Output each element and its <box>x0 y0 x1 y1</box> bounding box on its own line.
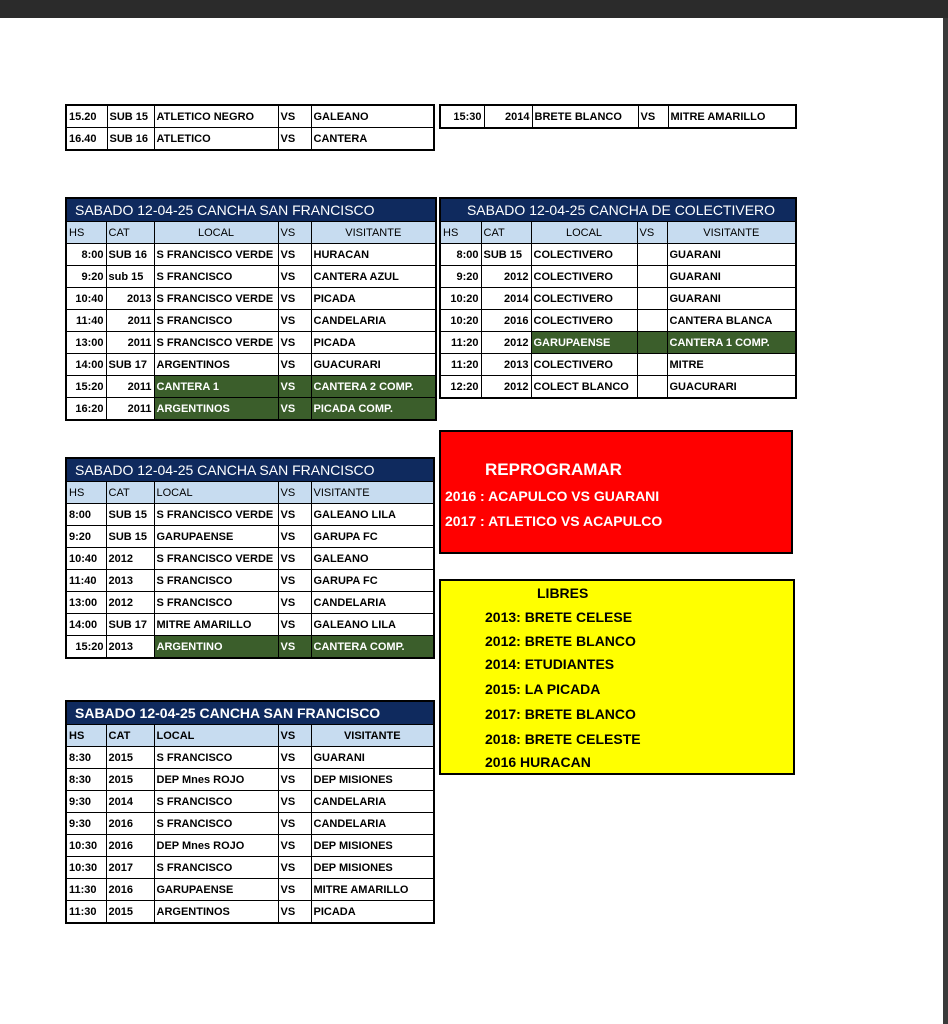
cell-time: 10:40 <box>66 288 106 310</box>
cell-time: 15:20 <box>66 636 106 659</box>
cell-local: S FRANCISCO <box>154 857 278 879</box>
header-cat: CAT <box>106 725 154 747</box>
cell-category: 2012 <box>106 548 154 570</box>
table-row <box>66 592 434 614</box>
header-cat: CAT <box>106 222 154 244</box>
cell-visitor: GALEANO <box>311 105 434 128</box>
table-row <box>66 769 434 791</box>
cell-time: 15.20 <box>66 105 107 128</box>
table-row <box>66 266 436 288</box>
cell-time: 9:20 <box>66 526 106 548</box>
cell-vs: VS <box>278 526 311 548</box>
cell-category: SUB 17 <box>106 354 154 376</box>
cell-vs <box>637 244 667 266</box>
cell-visitor: GALEANO LILA <box>311 504 434 526</box>
cell-category: SUB 17 <box>106 614 154 636</box>
cell-visitor: GUACURARI <box>311 354 436 376</box>
cell-visitor: MITRE AMARILLO <box>668 105 796 128</box>
cell-category: 2013 <box>106 288 154 310</box>
cell-vs: VS <box>278 570 311 592</box>
cell-local: S FRANCISCO VERDE <box>154 332 278 354</box>
header-vs: VS <box>637 222 667 244</box>
header-local: LOCAL <box>531 222 637 244</box>
cell-category: 2015 <box>106 747 154 769</box>
cell-vs: VS <box>278 288 311 310</box>
cell-vs <box>637 376 667 399</box>
libres-line: 2016 HURACAN <box>485 754 591 770</box>
cell-visitor: GALEANO <box>311 548 434 570</box>
libres-line: 2014: ETUDIANTES <box>485 656 615 672</box>
cell-vs: VS <box>278 105 311 128</box>
cell-local: S FRANCISCO <box>154 791 278 813</box>
cell-vs <box>637 332 667 354</box>
cell-local: COLECTIVERO <box>531 244 637 266</box>
cell-category: 2014 <box>484 105 532 128</box>
cell-vs: VS <box>638 105 668 128</box>
header-hs: HS <box>440 222 481 244</box>
viewer-toolbar <box>0 0 948 18</box>
cell-vs <box>637 310 667 332</box>
cell-category: 2016 <box>481 310 531 332</box>
cell-visitor: DEP MISIONES <box>311 857 434 879</box>
cell-local: GARUPAENSE <box>531 332 637 354</box>
table-row-highlighted <box>66 376 436 398</box>
cell-category: 2016 <box>106 813 154 835</box>
cell-time: 14:00 <box>66 354 106 376</box>
cell-category: 2012 <box>481 266 531 288</box>
cell-visitor: DEP MISIONES <box>311 835 434 857</box>
cell-category: SUB 16 <box>106 244 154 266</box>
cell-visitor: CANTERA <box>311 128 434 151</box>
header-local: LOCAL <box>154 482 278 504</box>
libres-line: 2015: LA PICADA <box>485 681 601 697</box>
page-right-edge <box>943 18 948 1024</box>
table-header-row <box>66 222 436 244</box>
header-vs: VS <box>278 725 311 747</box>
table-title: SABADO 12-04-25 CANCHA SAN FRANCISCO <box>66 198 436 222</box>
cell-category: sub 15 <box>106 266 154 288</box>
top-left-matches-table <box>65 104 435 151</box>
schedule-table-san-francisco-3 <box>65 700 435 924</box>
cell-local: S FRANCISCO <box>154 570 278 592</box>
table-row <box>440 310 796 332</box>
cell-visitor: CANDELARIA <box>311 310 436 332</box>
header-hs: HS <box>66 222 106 244</box>
cell-vs: VS <box>278 835 311 857</box>
table-row-highlighted <box>440 332 796 354</box>
cell-category: 2013 <box>481 354 531 376</box>
cell-visitor: CANTERA COMP. <box>311 636 434 659</box>
cell-local: DEP Mnes ROJO <box>154 769 278 791</box>
cell-category: 2011 <box>106 376 154 398</box>
cell-local: S FRANCISCO <box>154 747 278 769</box>
libres-title: LIBRES <box>537 585 589 601</box>
cell-category: 2011 <box>106 332 154 354</box>
table-row <box>66 504 434 526</box>
cell-time: 8:00 <box>440 244 481 266</box>
table-header-row <box>440 222 796 244</box>
cell-visitor: CANTERA AZUL <box>311 266 436 288</box>
cell-vs: VS <box>278 747 311 769</box>
table-row <box>66 354 436 376</box>
header-hs: HS <box>66 725 106 747</box>
cell-local: ATLETICO <box>154 128 278 151</box>
cell-category: 2014 <box>481 288 531 310</box>
cell-category: 2012 <box>481 376 531 399</box>
table-row <box>66 288 436 310</box>
cell-category: SUB 15 <box>481 244 531 266</box>
cell-visitor: GARUPA FC <box>311 526 434 548</box>
libres-line: 2013: BRETE CELESE <box>485 609 633 625</box>
header-visitante: VISITANTE <box>311 482 434 504</box>
cell-time: 8:30 <box>66 769 106 791</box>
cell-category: 2015 <box>106 901 154 924</box>
cell-local: DEP Mnes ROJO <box>154 835 278 857</box>
cell-visitor: PICADA COMP. <box>311 398 436 421</box>
cell-time: 11:40 <box>66 310 106 332</box>
cell-local: ARGENTINOS <box>154 398 278 421</box>
table-row <box>66 813 434 835</box>
cell-vs: VS <box>278 332 311 354</box>
table-row <box>66 879 434 901</box>
table-row <box>66 747 434 769</box>
cell-time: 11:30 <box>66 879 106 901</box>
cell-visitor: GALEANO LILA <box>311 614 434 636</box>
cell-visitor: CANTERA 1 COMP. <box>667 332 796 354</box>
cell-time: 9:20 <box>440 266 481 288</box>
cell-time: 15:20 <box>66 376 106 398</box>
libres-line: 2012: BRETE BLANCO <box>485 633 636 649</box>
cell-time: 9:30 <box>66 791 106 813</box>
cell-local: GARUPAENSE <box>154 526 278 548</box>
cell-visitor: GUARANI <box>667 288 796 310</box>
schedule-table-san-francisco-1 <box>65 197 437 421</box>
cell-time: 11:40 <box>66 570 106 592</box>
table-title: SABADO 12-04-25 CANCHA DE COLECTIVERO <box>440 198 796 222</box>
cell-vs: VS <box>278 857 311 879</box>
cell-local: MITRE AMARILLO <box>154 614 278 636</box>
cell-category: SUB 15 <box>107 105 154 128</box>
cell-local: S FRANCISCO VERDE <box>154 244 278 266</box>
table-row <box>66 105 434 128</box>
cell-vs: VS <box>278 310 311 332</box>
cell-vs: VS <box>278 813 311 835</box>
cell-vs: VS <box>278 398 311 421</box>
cell-visitor: MITRE AMARILLO <box>311 879 434 901</box>
cell-vs: VS <box>278 376 311 398</box>
cell-visitor: MITRE <box>667 354 796 376</box>
header-visitante: VISITANTE <box>311 725 434 747</box>
cell-category: 2012 <box>106 592 154 614</box>
cell-category: 2013 <box>106 636 154 659</box>
header-local: LOCAL <box>154 222 278 244</box>
cell-category: 2014 <box>106 791 154 813</box>
table-row <box>66 791 434 813</box>
cell-time: 8:00 <box>66 504 106 526</box>
table-row-highlighted <box>66 636 434 659</box>
cell-time: 16.40 <box>66 128 107 151</box>
cell-category: 2016 <box>106 879 154 901</box>
cell-visitor: HURACAN <box>311 244 436 266</box>
cell-visitor: DEP MISIONES <box>311 769 434 791</box>
table-row <box>66 614 434 636</box>
cell-local: COLECTIVERO <box>531 354 637 376</box>
cell-visitor: PICADA <box>311 288 436 310</box>
cell-time: 9:20 <box>66 266 106 288</box>
header-vs: VS <box>278 222 311 244</box>
cell-visitor: GUARANI <box>667 266 796 288</box>
table-row <box>66 548 434 570</box>
reprogramar-line: 2017 : ATLETICO VS ACAPULCO <box>445 513 663 529</box>
cell-local: GARUPAENSE <box>154 879 278 901</box>
cell-local: ARGENTINO <box>154 636 278 659</box>
cell-time: 11:30 <box>66 901 106 924</box>
table-header-row <box>66 725 434 747</box>
cell-time: 16:20 <box>66 398 106 421</box>
cell-visitor: GARUPA FC <box>311 570 434 592</box>
cell-category: SUB 16 <box>107 128 154 151</box>
cell-local: COLECT BLANCO <box>531 376 637 399</box>
cell-local: COLECTIVERO <box>531 266 637 288</box>
reprogramar-box <box>439 430 793 554</box>
header-visitante: VISITANTE <box>311 222 436 244</box>
cell-vs: VS <box>278 879 311 901</box>
cell-local: COLECTIVERO <box>531 288 637 310</box>
header-vs: VS <box>278 482 311 504</box>
cell-local: ARGENTINOS <box>154 901 278 924</box>
cell-local: S FRANCISCO <box>154 266 278 288</box>
table-row <box>66 526 434 548</box>
table-row <box>440 105 796 128</box>
cell-vs: VS <box>278 244 311 266</box>
cell-category: 2017 <box>106 857 154 879</box>
cell-time: 10:20 <box>440 288 481 310</box>
table-row <box>66 310 436 332</box>
cell-time: 13:00 <box>66 592 106 614</box>
cell-vs <box>637 288 667 310</box>
cell-vs: VS <box>278 592 311 614</box>
cell-time: 10:30 <box>66 835 106 857</box>
cell-vs: VS <box>278 504 311 526</box>
cell-vs: VS <box>278 769 311 791</box>
cell-category: 2015 <box>106 769 154 791</box>
table-row <box>440 354 796 376</box>
reprogramar-title: REPROGRAMAR <box>485 460 622 479</box>
cell-visitor: PICADA <box>311 901 434 924</box>
libres-box <box>439 579 795 775</box>
cell-vs: VS <box>278 548 311 570</box>
cell-local: ARGENTINOS <box>154 354 278 376</box>
table-row <box>440 288 796 310</box>
cell-visitor: PICADA <box>311 332 436 354</box>
table-row <box>440 376 796 399</box>
cell-category: 2012 <box>481 332 531 354</box>
cell-time: 11:20 <box>440 354 481 376</box>
table-title: SABADO 12-04-25 CANCHA SAN FRANCISCO <box>66 458 434 482</box>
cell-local: ATLETICO NEGRO <box>154 105 278 128</box>
table-row <box>440 266 796 288</box>
cell-time: 9:30 <box>66 813 106 835</box>
cell-category: 2016 <box>106 835 154 857</box>
cell-category: 2013 <box>106 570 154 592</box>
table-title: SABADO 12-04-25 CANCHA SAN FRANCISCO <box>66 701 434 725</box>
table-header-row <box>66 482 434 504</box>
cell-time: 8:30 <box>66 747 106 769</box>
table-row <box>66 332 436 354</box>
cell-visitor: CANTERA BLANCA <box>667 310 796 332</box>
top-right-matches-table <box>439 104 797 129</box>
cell-category: 2011 <box>106 398 154 421</box>
table-row <box>66 901 434 924</box>
cell-time: 15:30 <box>440 105 484 128</box>
cell-time: 10:20 <box>440 310 481 332</box>
cell-vs: VS <box>278 354 311 376</box>
table-row <box>440 244 796 266</box>
cell-local: COLECTIVERO <box>531 310 637 332</box>
cell-time: 10:40 <box>66 548 106 570</box>
cell-vs: VS <box>278 128 311 151</box>
table-row <box>66 835 434 857</box>
cell-visitor: CANDELARIA <box>311 813 434 835</box>
cell-category: SUB 15 <box>106 526 154 548</box>
cell-local: S FRANCISCO VERDE <box>154 548 278 570</box>
cell-visitor: GUARANI <box>667 244 796 266</box>
cell-visitor: GUACURARI <box>667 376 796 399</box>
cell-category: 2011 <box>106 310 154 332</box>
cell-vs: VS <box>278 636 311 659</box>
cell-time: 8:00 <box>66 244 106 266</box>
cell-vs: VS <box>278 266 311 288</box>
cell-vs <box>637 266 667 288</box>
cell-visitor: CANDELARIA <box>311 791 434 813</box>
header-local: LOCAL <box>154 725 278 747</box>
cell-vs: VS <box>278 901 311 924</box>
schedule-table-san-francisco-2 <box>65 457 435 659</box>
cell-category: SUB 15 <box>106 504 154 526</box>
libres-line: 2017: BRETE BLANCO <box>485 706 636 722</box>
cell-time: 10:30 <box>66 857 106 879</box>
cell-local: S FRANCISCO <box>154 310 278 332</box>
table-row <box>66 128 434 151</box>
cell-visitor: CANTERA 2 COMP. <box>311 376 436 398</box>
cell-time: 12:20 <box>440 376 481 399</box>
cell-local: S FRANCISCO <box>154 592 278 614</box>
table-row <box>66 244 436 266</box>
cell-local: BRETE BLANCO <box>532 105 638 128</box>
header-cat: CAT <box>481 222 531 244</box>
cell-visitor: CANDELARIA <box>311 592 434 614</box>
table-row <box>66 570 434 592</box>
cell-time: 11:20 <box>440 332 481 354</box>
cell-visitor: GUARANI <box>311 747 434 769</box>
header-visitante: VISITANTE <box>667 222 796 244</box>
header-cat: CAT <box>106 482 154 504</box>
cell-vs: VS <box>278 614 311 636</box>
table-row-highlighted <box>66 398 436 421</box>
cell-local: S FRANCISCO VERDE <box>154 504 278 526</box>
cell-time: 14:00 <box>66 614 106 636</box>
table-row <box>66 857 434 879</box>
cell-vs <box>637 354 667 376</box>
cell-local: S FRANCISCO VERDE <box>154 288 278 310</box>
cell-time: 13:00 <box>66 332 106 354</box>
cell-vs: VS <box>278 791 311 813</box>
cell-local: S FRANCISCO <box>154 813 278 835</box>
reprogramar-line: 2016 : ACAPULCO VS GUARANI <box>445 488 660 504</box>
header-hs: HS <box>66 482 106 504</box>
schedule-table-colectivero <box>439 197 797 399</box>
cell-local: CANTERA 1 <box>154 376 278 398</box>
libres-line: 2018: BRETE CELESTE <box>485 731 641 747</box>
